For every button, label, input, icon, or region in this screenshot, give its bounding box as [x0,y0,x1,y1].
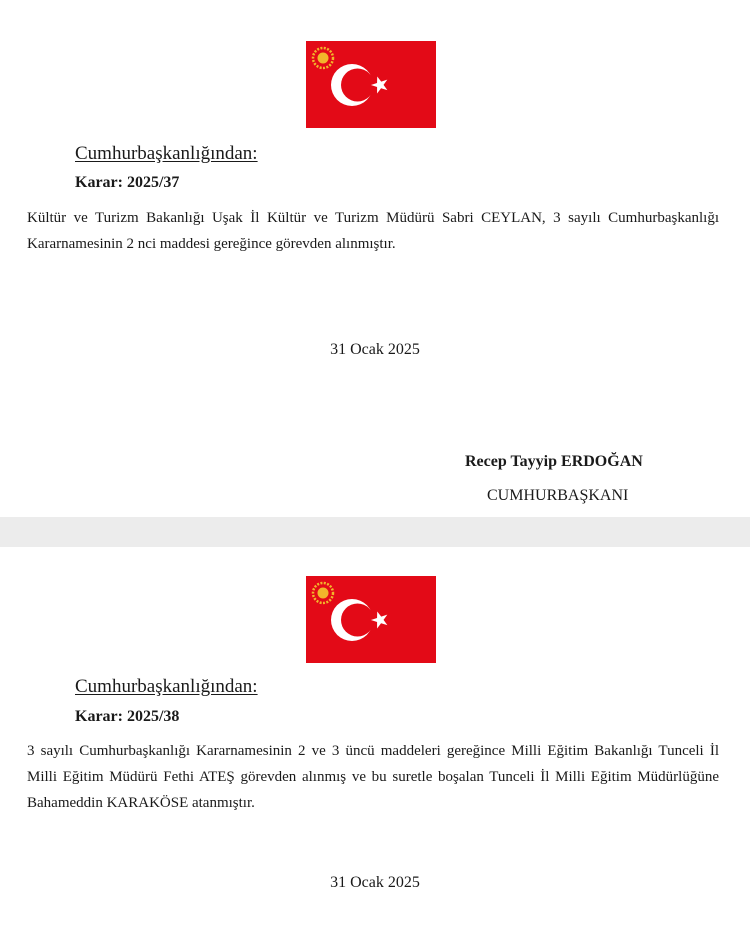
issuer-title: Cumhurbaşkanlığından: [75,143,258,164]
signer-title: CUMHURBAŞKANI [487,487,629,504]
decree-body: Kültür ve Turizm Bakanlığı Uşak İl Kültür ve Turizm Müdürü Sabri CEYLAN, 3 sayılı Cumhurbaşkanlığı Kararnamesinin 2 nci maddesi gereğince görevden alınmıştır. [27,210,719,252]
signer-name: Recep Tayyip ERDOĞAN [465,453,643,470]
decree-body: 3 sayılı Cumhurbaşkanlığı Kararnamesinin 2 ve 3 üncü maddeleri gereğince Milli Eğitim Bakanlığı Tunceli İl Milli Eğitim Müdürü Fethi ATEŞ görevden alınmış ve bu suretle boşalan Tunceli İl Milli Eğitim Müdürlüğüne Bahameddin KARAKÖSE atanmıştır. [27,743,719,811]
decision-number: Karar: 2025/37 [75,174,180,191]
decision-number: Karar: 2025/38 [75,708,180,725]
turkish-flag-icon [306,576,436,663]
decree-page-2 [0,547,750,933]
decree-date: 31 Ocak 2025 [330,341,420,358]
issuer-title: Cumhurbaşkanlığından: [75,676,258,697]
page-separator [0,517,750,547]
turkish-flag-icon [306,41,436,128]
decree-date: 31 Ocak 2025 [330,874,420,891]
